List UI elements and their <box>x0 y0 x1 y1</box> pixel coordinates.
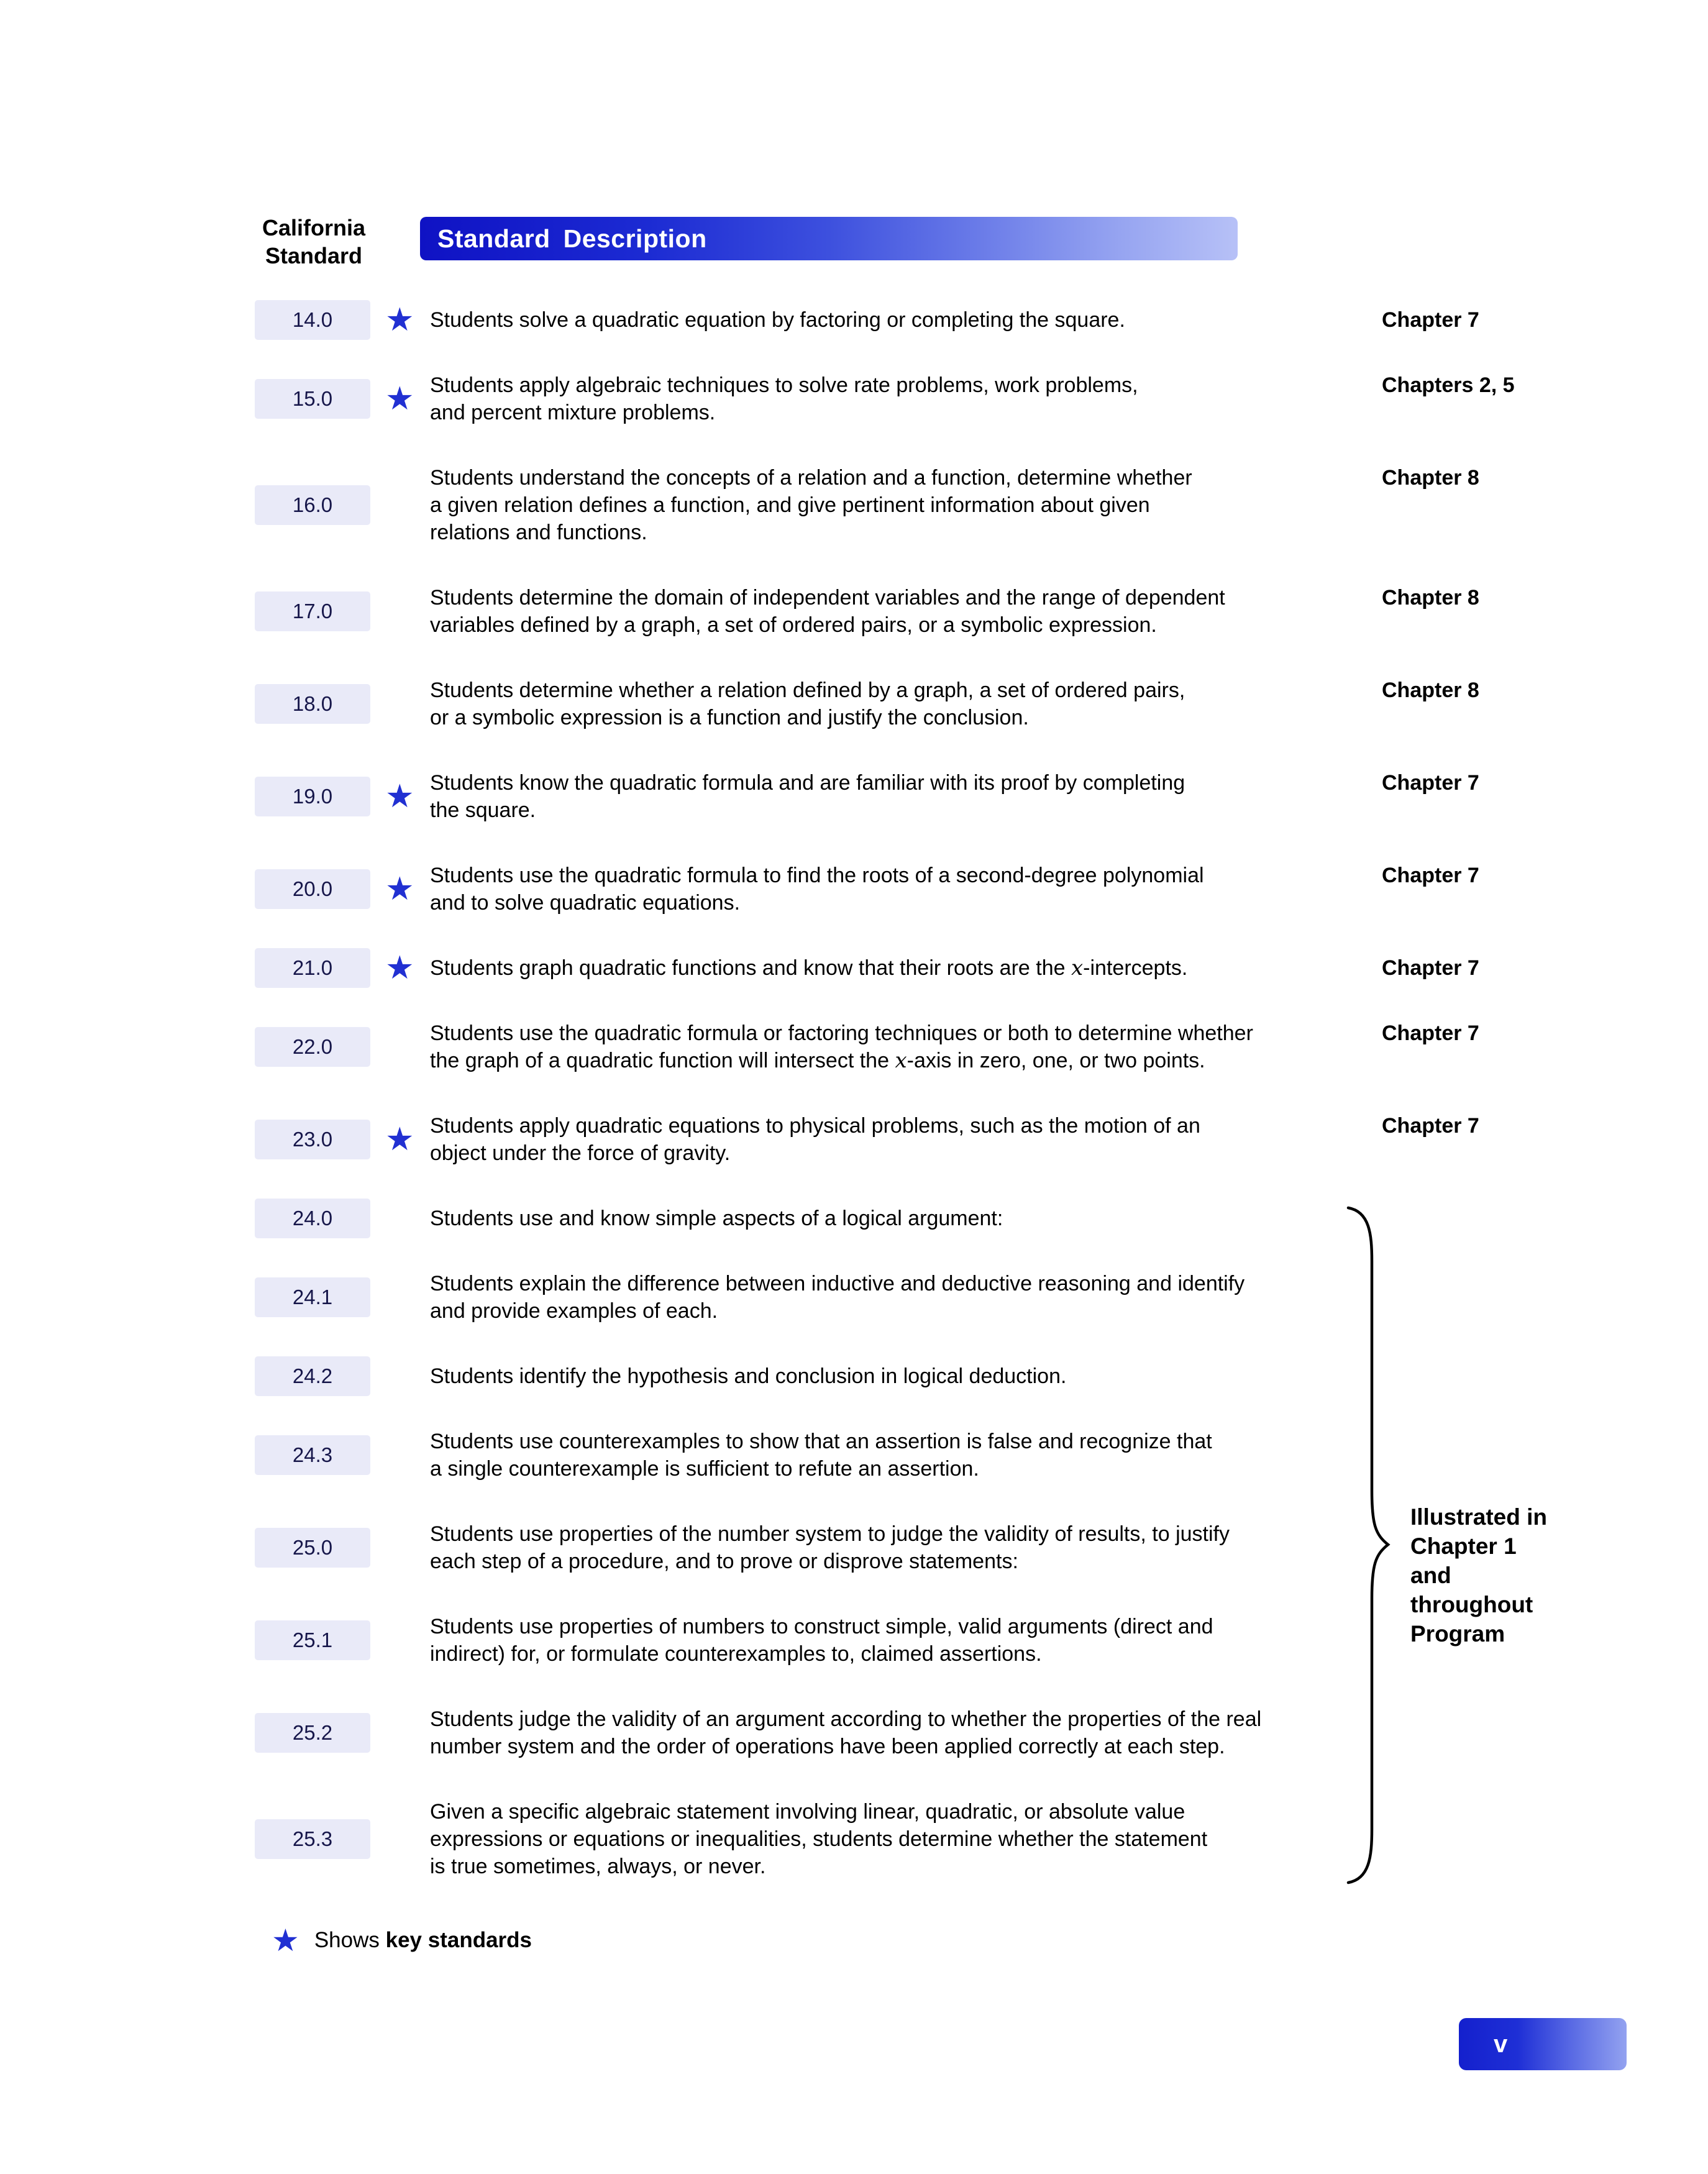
standard-description: Students know the quadratic formula and are familiar with its proof by completing the square. <box>430 771 1185 822</box>
standard-row <box>255 302 1560 338</box>
standard-number-box <box>255 1027 370 1067</box>
standard-number: 24.1 <box>292 1286 333 1309</box>
page-number-badge <box>1459 2018 1627 2070</box>
standard-description: Students use the quadratic formula to find the roots of a second-degree polynomial and to solve quadratic equations. <box>430 864 1204 915</box>
standard-number-box <box>255 300 370 340</box>
legend-text <box>314 1928 532 1953</box>
standard-number-box <box>255 1435 370 1475</box>
standard-description: Students solve a quadratic equation by factoring or completing the square. <box>430 308 1125 332</box>
standard-number: 25.0 <box>292 1536 333 1559</box>
key-standard-star-icon: ★ <box>385 779 414 815</box>
standard-number-box <box>255 485 370 525</box>
standard-number: 18.0 <box>292 692 333 715</box>
standard-description: Students identify the hypothesis and conclusion in logical deduction. <box>430 1364 1067 1388</box>
standard-number: 21.0 <box>292 956 333 979</box>
page-number: v <box>1494 2030 1508 2058</box>
group-note-line: Illustrated in <box>1410 1504 1547 1530</box>
standard-description: Students use the quadratic formula or factoring techniques or both to determine whether the graph of a quadratic function will intersect the x-axis in zero, one, or two points. <box>430 1021 1253 1073</box>
chapter-reference: Chapter 8 <box>1382 466 1479 490</box>
legend-text-normal: Shows <box>314 1928 380 1952</box>
standard-description: Given a specific algebraic statement involving linear, quadratic, or absolute value expressions or equations or inequalities, students determine whether the statement is true sometimes, always, or never. <box>430 1800 1208 1878</box>
standard-number: 20.0 <box>292 877 333 900</box>
standard-number: 24.2 <box>292 1364 333 1387</box>
standard-number-box <box>255 1277 370 1317</box>
chapter-reference: Chapter 8 <box>1382 586 1479 610</box>
standard-description: Students apply quadratic equations to physical problems, such as the motion of an object under the force of gravity. <box>430 1114 1200 1165</box>
standard-description: Students graph quadratic functions and know that their roots are the x-intercepts. <box>430 956 1188 980</box>
column-header-line1: California <box>262 215 366 240</box>
standard-number-box <box>255 869 370 909</box>
chapter-reference: Chapter 7 <box>1382 771 1479 795</box>
key-standard-star-icon: ★ <box>272 1923 299 1958</box>
standard-number: 15.0 <box>292 387 333 410</box>
key-standards-legend <box>272 1925 532 1956</box>
key-standard-star-icon: ★ <box>385 871 414 907</box>
standard-number-box <box>255 1528 370 1568</box>
standard-number-box <box>255 1819 370 1859</box>
standard-number: 16.0 <box>292 493 333 516</box>
column-header-line2: Standard <box>265 243 363 268</box>
chapter-reference: Chapter 7 <box>1382 1021 1479 1045</box>
standard-description: Students determine the domain of independent variables and the range of dependent variables defined by a graph, a set of ordered pairs, or a symbolic expression. <box>430 586 1225 637</box>
standard-row <box>255 372 1560 426</box>
grouping-brace <box>1343 1204 1395 1885</box>
standard-number-box <box>255 684 370 724</box>
standard-number: 22.0 <box>292 1035 333 1058</box>
group-note-line: throughout <box>1410 1592 1533 1617</box>
standard-description: Students use and know simple aspects of a logical argument: <box>430 1207 1003 1230</box>
standard-number: 25.2 <box>292 1721 333 1744</box>
column-header-california-standard <box>255 214 373 270</box>
key-standard-star-icon: ★ <box>385 950 414 986</box>
key-standard-star-icon: ★ <box>385 381 414 417</box>
standard-number: 19.0 <box>292 785 333 808</box>
standard-description: Students understand the concepts of a relation and a function, determine whether a given relation defines a function, and give pertinent information about given relations and functions. <box>430 466 1192 544</box>
standard-description: Students use properties of the number system to judge the validity of results, to justify each step of a procedure, and to prove or disprove statements: <box>430 1522 1230 1573</box>
standard-number-box <box>255 1356 370 1396</box>
standard-row <box>255 769 1560 824</box>
standard-description: Students determine whether a relation defined by a graph, a set of ordered pairs, or a symbolic expression is a function and justify the conclusion. <box>430 678 1185 729</box>
standard-description: Students use counterexamples to show that an assertion is false and recognize that a single counterexample is sufficient to refute an assertion. <box>430 1430 1212 1481</box>
group-note-line: and <box>1410 1563 1451 1588</box>
standard-number-box <box>255 1120 370 1159</box>
standard-number-box <box>255 379 370 419</box>
chapter-reference: Chapter 7 <box>1382 864 1479 887</box>
standard-row <box>255 1112 1560 1167</box>
standard-number: 14.0 <box>292 308 333 331</box>
standard-description: Students explain the difference between inductive and deductive reasoning and identify and provide examples of each. <box>430 1272 1245 1323</box>
standard-description-banner <box>420 217 1238 260</box>
standard-number-box <box>255 1713 370 1753</box>
standard-description: Students apply algebraic techniques to solve rate problems, work problems, and percent mixture problems. <box>430 373 1138 424</box>
chapter-reference: Chapter 8 <box>1382 678 1479 702</box>
legend-text-bold: key standards <box>385 1928 532 1952</box>
group-note-line: Chapter 1 <box>1410 1533 1517 1559</box>
key-standard-star-icon: ★ <box>385 302 414 338</box>
standard-number: 25.3 <box>292 1827 333 1850</box>
standard-row <box>255 584 1560 639</box>
standard-description: Students judge the validity of an argument according to whether the properties of the real number system and the order of operations have been applied correctly at each step. <box>430 1707 1262 1758</box>
standard-row <box>255 464 1560 546</box>
chapter-reference: Chapter 7 <box>1382 1114 1479 1138</box>
standard-description: Students use properties of numbers to construct simple, valid arguments (direct and indirect) for, or formulate counterexamples to, claimed assertions. <box>430 1615 1213 1666</box>
chapter-reference: Chapter 7 <box>1382 956 1479 980</box>
standard-number-box <box>255 1199 370 1238</box>
standard-number: 24.0 <box>292 1207 333 1230</box>
standard-row <box>255 1020 1560 1074</box>
chapter-reference: Chapters 2, 5 <box>1382 373 1515 397</box>
chapter-reference: Chapter 7 <box>1382 308 1479 332</box>
standard-number: 23.0 <box>292 1128 333 1151</box>
banner-title: Standard Description <box>437 224 707 253</box>
standard-number-box <box>255 1620 370 1660</box>
key-standard-star-icon: ★ <box>385 1121 414 1158</box>
standard-row <box>255 862 1560 916</box>
group-note <box>1410 1502 1547 1648</box>
standard-number-box <box>255 948 370 988</box>
group-note-line: Program <box>1410 1621 1505 1646</box>
standard-number: 25.1 <box>292 1628 333 1651</box>
standard-number: 24.3 <box>292 1443 333 1466</box>
standard-number-box <box>255 591 370 631</box>
standard-row <box>255 677 1560 731</box>
standard-number-box <box>255 777 370 816</box>
standard-number: 17.0 <box>292 600 333 623</box>
standard-row <box>255 950 1560 986</box>
